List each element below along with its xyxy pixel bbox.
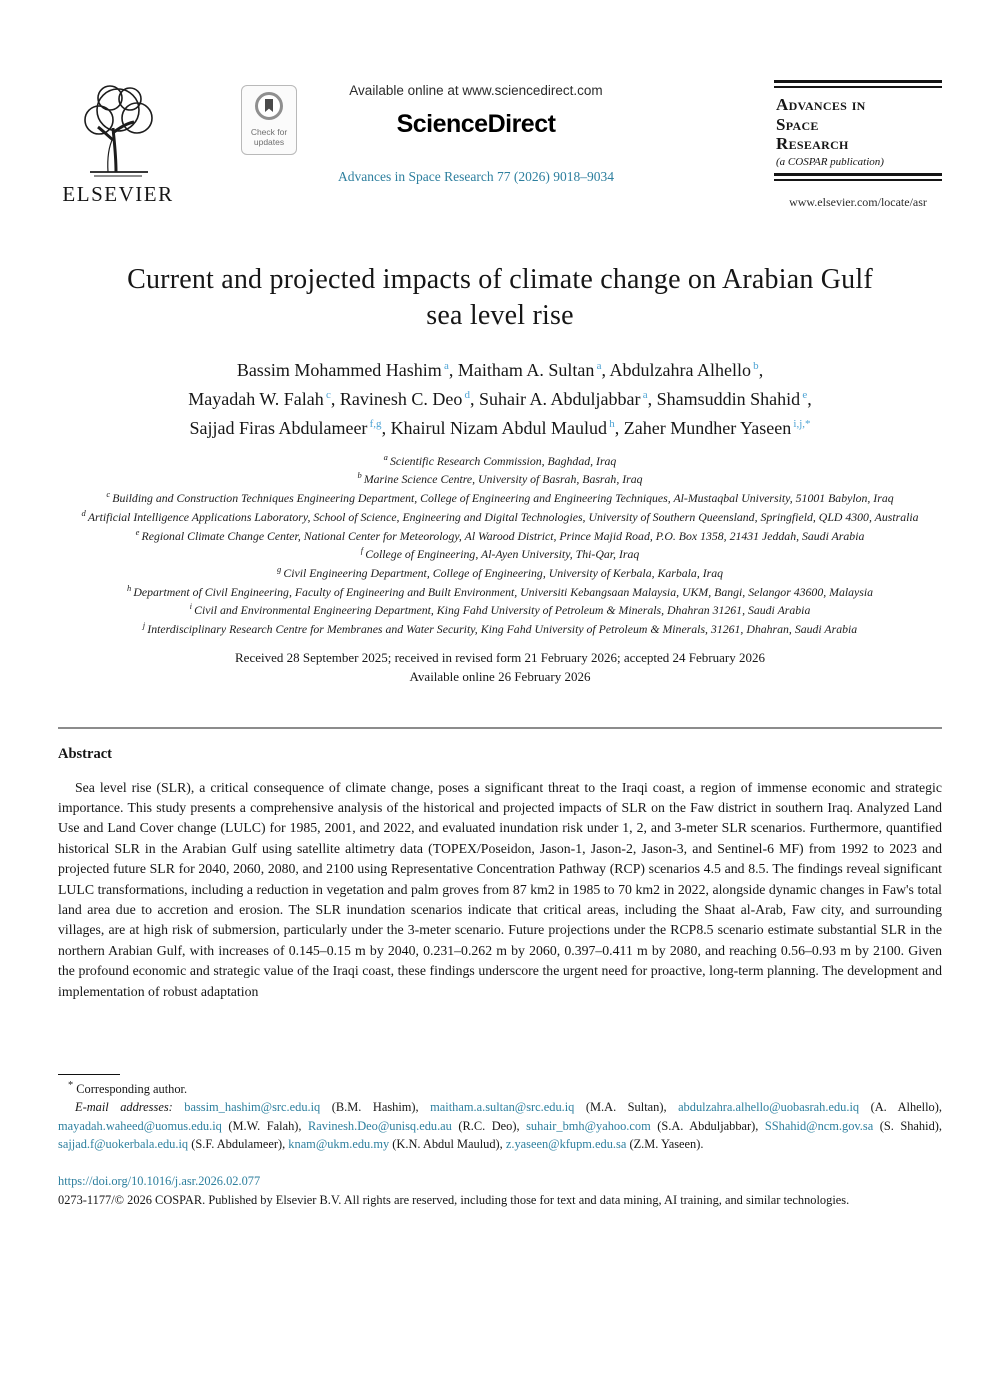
journal-subtitle: (a COSPAR publication)	[776, 155, 884, 168]
available-online-text: Available online at www.sciencedirect.com	[349, 83, 603, 98]
author-name: Ravinesh C. Deo	[339, 389, 463, 410]
elsevier-tree-logo-icon	[58, 80, 178, 180]
affiliation-item: $^i$ Civil and Environmental Engineering Department, King Fahd University of Petroleum & Minerals, Dhahran 31261, Saudi Arabia	[189, 601, 811, 618]
affiliation-item: $^b$ Marine Science Centre, University of Basrah, Basrah, Iraq	[357, 470, 643, 487]
footnote-separator	[58, 1074, 120, 1075]
author-name: Zaher Mundher Yaseen	[623, 418, 792, 439]
paper-title: Current and projected impacts of climate change on Arabian Gulf sea level rise	[127, 263, 873, 332]
abstract-heading: Abstract	[58, 745, 112, 762]
author-line: Sajjad Firas Abdulameer $^{f,g}$, Khairul Nizam Abdul Maulud $^h$, Zaher Mundher Yaseen $^{i,j,*}$	[189, 418, 811, 439]
elsevier-wordmark: ELSEVIER	[62, 182, 174, 206]
bookmark-icon	[255, 107, 283, 124]
author-name: Suhair A. Abduljabbar	[479, 389, 641, 410]
check-for-updates-label: Check for updates	[250, 127, 288, 147]
journal-citation-link[interactable]: Advances in Space Research 77 (2026) 9018–9034	[338, 169, 614, 184]
author-line: Bassim Mohammed Hashim $^a$, Maitham A. Sultan $^a$, Abdulzahra Alhello $^b$,	[236, 360, 764, 381]
affiliation-item: $^g$ Civil Engineering Department, College of Engineering, University of Kerbala, Karbala, Iraq	[276, 563, 724, 580]
email-link[interactable]: suhair_bmh@yahoo.com	[526, 1118, 651, 1133]
author-name: Khairul Nizam Abdul Maulud	[390, 418, 608, 439]
abstract-text: Sea level rise (SLR), a critical consequence of climate change, poses a significant threat to the Iraqi coast, a region of immense economic and strategic importance. This study presents a comprehensive analysis of the historical and projected impacts of SLR on the Faw district in southern Iraq. Analyzed Land Use and Land Cover change (LULC) for 1985, 2001, and 2022, and evaluated inundation risk under 1, 2, and 3-meter SLR scenarios. Furthermore, quantified historical SLR in the Arabian Gulf using satellite altimetry data (TOPEX/Poseidon, Jason-1, Jason-2, Jason-3, and Sentinel-6 MF) from 1992 to 2023 and projected future SLR for 2040, 2060, 2080, and 2100 using Representative Concentration Pathway (RCP) scenarios 4.5 and 8.5. The findings reveal significant LULC transformations, including a reduction in vegetation and palm groves from 87 km2 in 1985 to 70 km2 in 2022, alongside dynamic changes in Faw's total land area due to accretion and erosion. The SLR inundation scenarios indicate that critical areas, including the Shaat al-Arab, Faw city, and surrounding villages, are at high risk of submersion, particularly under the 3-meter scenario. Future projections under the RCP8.5 scenario estimate substantial SLR in the northern Arabian Gulf, with increases of 0.145–0.15 m by 2040, 0.231–0.262 m by 2060, 0.397–0.411 m by 2080, and reaching 0.56–0.93 m by 2100. Given the profound economic and strategic value of the Iraqi coast, these findings underscore the urgent need for proactive, long-term planning. The development and implementation of robust adaptation	[58, 779, 942, 999]
journal-url: www.elsevier.com/locate/asr	[789, 194, 927, 209]
author-name: Bassim Mohammed Hashim	[236, 360, 442, 381]
affiliation-item: $^h$ Department of Civil Engineering, Faculty of Engineering and Built Environment, Universiti Kebangsaan Malaysia, UKM, Bangi, Selangor 43600, Malaysia	[126, 582, 874, 599]
email-link[interactable]: bassim_hashim@src.edu.iq	[184, 1100, 321, 1115]
available-online-date: Available online 26 February 2026	[409, 669, 591, 685]
author-affiliation-sup: e	[800, 389, 808, 402]
affiliation-item: $^a$ Scientific Research Commission, Baghdad, Iraq	[383, 451, 617, 468]
doi-link[interactable]: https://doi.org/10.1016/j.asr.2026.02.077	[58, 1173, 261, 1188]
author-affiliation-sup: i,j,*	[791, 418, 811, 431]
sciencedirect-logo: ScienceDirect	[396, 110, 556, 138]
received-dates: Received 28 September 2025; received in revised form 21 February 2026; accepted 24 February 2026	[235, 649, 765, 665]
affiliation-item: $^d$ Artificial Intelligence Applications Laboratory, School of Science, Engineering and Digital Technologies, University of Southern Queensland, Springfield, QLD 4300, Australia	[81, 507, 919, 524]
email-link[interactable]: Ravinesh.Deo@unisq.edu.au	[307, 1118, 452, 1133]
abstract-top-rule	[58, 727, 942, 729]
author-name: Maitham A. Sultan	[457, 360, 595, 381]
author-affiliation-sup: a	[640, 389, 648, 402]
journal-masthead	[774, 80, 942, 210]
author-affiliation-sup: b	[750, 360, 759, 373]
email-addresses: E-mail addresses: bassim_hashim@src.edu.iq (B.M. Hashim), maitham.a.sultan@src.edu.iq (M.A. Sultan), abdulzahra.alhello@uobasrah.edu.iq (A. Alhello), mayadah.waheed@uomus.edu.iq (M.W. Falah), Ravinesh.Deo@unisq.edu.au (R.C. Deo), suhair_bmh@yahoo.com (S.A. Abduljabbar), SShahid@ncm.gov.sa (S. Shahid), sajjad.f@uokerbala.edu.iq (S.F. Abdulameer), knam@ukm.edu.my (K.N. Abdul Maulud), z.yaseen@kfupm.edu.sa (Z.M. Yaseen).	[58, 1100, 942, 1152]
corresponding-author-note: * Corresponding author.	[68, 1080, 188, 1097]
author-name: Shamsuddin Shahid	[656, 389, 801, 410]
author-affiliation-sup: d	[462, 389, 471, 402]
author-affiliation-sup: f,g	[367, 418, 382, 431]
email-link[interactable]: z.yaseen@kfupm.edu.sa	[505, 1137, 627, 1152]
email-addresses-label: E-mail addresses:	[75, 1100, 185, 1115]
check-for-updates-badge[interactable]	[241, 85, 297, 155]
author-affiliation-sup: a	[441, 360, 449, 373]
email-link[interactable]: abdulzahra.alhello@uobasrah.edu.iq	[678, 1100, 860, 1115]
author-name: Abdulzahra Alhello	[609, 360, 751, 381]
author-affiliation-sup: h	[607, 418, 615, 431]
journal-name: Advances in Space Research	[776, 95, 866, 154]
affiliation-item: $^j$ Interdisciplinary Research Centre for Membranes and Water Security, King Fahd University of Petroleum & Minerals, 31261, Dhahran, Saudi Arabia	[142, 619, 858, 636]
author-affiliation-sup: a	[594, 360, 602, 373]
elsevier-logo-block	[58, 80, 178, 210]
author-line: Mayadah W. Falah $^c$, Ravinesh C. Deo $^d$, Suhair A. Abduljabbar $^a$, Shamsuddin Shahid $^e$,	[188, 389, 812, 410]
affiliation-item: $^f$ College of Engineering, Al-Ayen University, Thi-Qar, Iraq	[360, 545, 640, 562]
author-name: Mayadah W. Falah	[188, 389, 324, 410]
author-affiliation-sup: c	[323, 389, 331, 402]
email-link[interactable]: knam@ukm.edu.my	[288, 1137, 390, 1152]
copyright-line: 0273-1177/© 2026 COSPAR. Published by Elsevier B.V. All rights are reserved, including those for text and data mining, AI training, and similar technologies.	[58, 1192, 850, 1207]
email-link[interactable]: SShahid@ncm.gov.sa	[764, 1118, 874, 1133]
article-history	[58, 648, 942, 687]
email-link[interactable]: mayadah.waheed@uomus.edu.iq	[58, 1118, 222, 1133]
affiliation-item: $^e$ Regional Climate Change Center, National Center for Meteorology, Al Warood District, Prince Majid Road, P.O. Box 1358, 21431 Jeddah, Saudi Arabia	[135, 526, 865, 543]
masthead-bottom-rule	[774, 173, 942, 181]
email-link[interactable]: sajjad.f@uokerbala.edu.iq	[58, 1137, 189, 1152]
masthead-top-rule	[774, 80, 942, 88]
author-name: Sajjad Firas Abdulameer	[189, 418, 368, 439]
author-lines	[58, 356, 942, 442]
affiliation-item: $^c$ Building and Construction Techniques Engineering Department, College of Engineering and Engineering Techniques, Al-Mustaqbal University, 51001 Babylon, Iraq	[106, 489, 894, 506]
email-link[interactable]: maitham.a.sultan@src.edu.iq	[430, 1100, 575, 1115]
corresponding-marker: *	[68, 1080, 74, 1091]
journal-header	[58, 80, 942, 210]
affiliation-list	[58, 451, 942, 638]
